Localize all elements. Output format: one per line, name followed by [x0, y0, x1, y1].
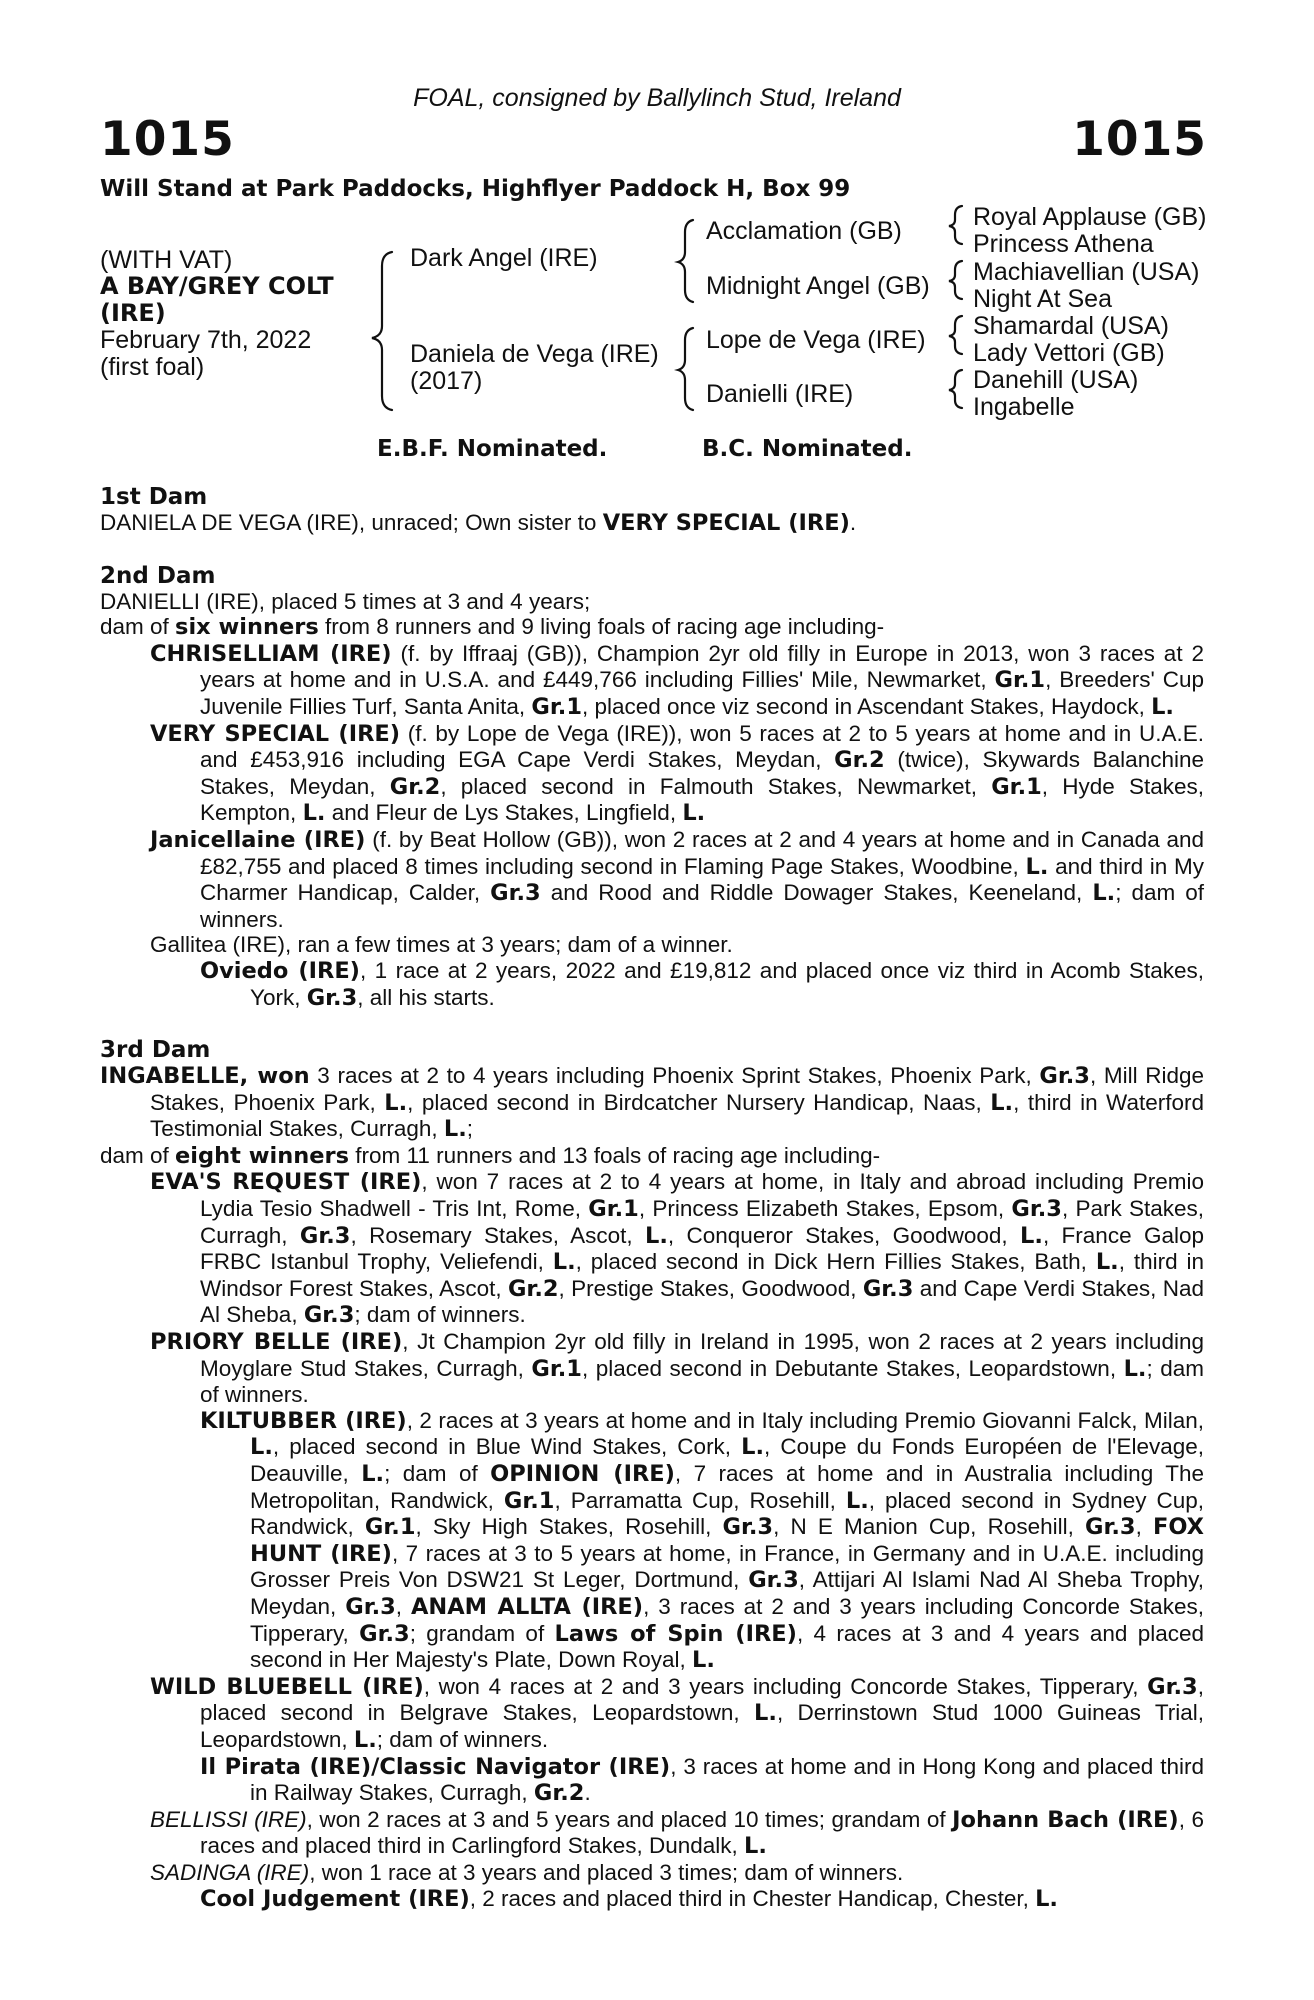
produce-entry: KILTUBBER (IRE), 2 races at 3 years at home and in Italy including Premio Giovanni Falck, Milan, L., placed second in Blue Wind Stakes, Cork, L., Coupe du Fonds Européen de l'Elevage, Deauville, L.; dam of OPINION (IRE), 7 races at home and in Australia including The Metropolitan, Randwick, Gr.1, Parramatta Cup, Rosehill, L., placed second in Sydney Cup, Randwick, Gr.1, Sky High Stakes, Rosehill, Gr.3, N E Manion Cup, Rosehill, Gr.3, FOX HUNT (IRE), 7 races at 3 to 5 years at home, in France, in Germany and in U.A.E. including Grosser Preis Von DSW21 St Leger, Dortmund, Gr.3, Attijari Al Islami Nad Al Sheba Trophy, Meydan, Gr.3, ANAM ALLTA (IRE), 3 races at 2 and 3 years including Concorde Stakes, Tipperary, Gr.3; grandam of Laws of Spin (IRE), 4 races at 3 and 4 years and placed second in Her Majesty's Plate, Down Royal, L.	[200, 1407, 1205, 1674]
location-line: Will Stand at Park Paddocks, Highflyer Paddock H, Box 99	[100, 176, 851, 202]
bc-nomination: B.C. Nominated.	[702, 436, 913, 462]
produce-entry: Janicellaine (IRE) (f. by Beat Hollow (GB)), won 2 races at 2 and 4 years at home and in Canada and £82,755 and placed 8 times including second in Flaming Page Stakes, Woodbine, L. and third in My Charmer Handicap, Calder, Gr.3 and Rood and Riddle Dowager Stakes, Keeneland, L.; dam of winners.	[150, 826, 1205, 932]
produce-entry: SADINGA (IRE), won 1 race at 3 years and placed 3 times; dam of winners.	[150, 1859, 904, 1885]
second-dam-produce-line: dam of six winners from 8 runners and 9 living foals of racing age including-	[100, 614, 885, 641]
horse-description: A BAY/GREY COLT	[100, 272, 334, 300]
produce-entry: PRIORY BELLE (IRE), Jt Champion 2yr old filly in Ireland in 1995, won 2 races at 2 years including Moyglare Stud Stakes, Curragh, Gr.1, placed second in Debutante Stakes, Leopardstown, L.; dam of winners.	[150, 1329, 1204, 1408]
produce-entry: Gallitea (IRE), ran a few times at 3 years; dam of a winner.	[150, 932, 733, 958]
sire-sire-name: Acclamation (GB)	[706, 217, 902, 245]
foaled-date: February 7th, 2022	[100, 326, 312, 354]
produce-entry: EVA'S REQUEST (IRE), won 7 races at 2 to 4 years at home, in Italy and abroad including Premio Lydia Tesio Shadwell - Tris Int, Rome, Gr.1, Princess Elizabeth Stakes, Epsom, Gr.3, Park Stakes, Curragh, Gr.3, Rosemary Stakes, Ascot, L., Conqueror Stakes, Goodwood, L., France Galop FRBC Istanbul Trophy, Veliefendi, L., placed second in Dick Hern Fillies Stakes, Bath, L., third in Windsor Forest Stakes, Ascot, Gr.2, Prestige Stakes, Goodwood, Gr.3 and Cape Verdi Stakes, Nad Al Sheba, Gr.3; dam of winners.	[150, 1169, 1205, 1329]
second-dam-line: DANIELLI (IRE), placed 5 times at 3 and 4 years;	[100, 588, 591, 614]
gen3-name: Lady Vettori (GB)	[973, 339, 1165, 367]
second-dam-heading: 2nd Dam	[100, 562, 216, 589]
vat-note: (WITH VAT)	[100, 246, 233, 274]
dam-name: Daniela de Vega (IRE)	[410, 340, 659, 368]
ebf-nomination: E.B.F. Nominated.	[377, 436, 608, 462]
pedigree-notes	[100, 484, 1204, 1912]
dam-dam-name: Danielli (IRE)	[706, 380, 854, 408]
horse-origin: (IRE)	[100, 299, 166, 327]
gen3-name: Royal Applause (GB)	[973, 203, 1207, 231]
produce-entry: WILD BLUEBELL (IRE), won 4 races at 2 and 3 years including Concorde Stakes, Tipperary, Gr.3, placed second in Belgrave Stakes, Leopardstown, L., Derrinstown Stud 1000 Guineas Trial, Leopardstown, L.; dam of winners.	[150, 1673, 1204, 1753]
gen3-name: Princess Athena	[973, 230, 1154, 258]
dam-year: (2017)	[410, 367, 483, 395]
produce-entry: CHRISELLIAM (IRE) (f. by Iffraaj (GB)), Champion 2yr old filly in Europe in 2013, won 3 races at 2 years at home and in U.S.A. and £449,766 including Fillies' Mile, Newmarket, Gr.1, Breeders' Cup Juvenile Fillies Turf, Santa Anita, Gr.1, placed once viz second in Ascendant Stakes, Haydock, L.	[150, 640, 1205, 720]
lot-number-left: 1015	[100, 112, 235, 167]
lot-number-right: 1015	[1072, 112, 1207, 167]
foal-note: (first foal)	[100, 353, 205, 381]
first-dam-heading: 1st Dam	[100, 484, 208, 510]
sire-name: Dark Angel (IRE)	[410, 244, 598, 272]
first-dam-entry: DANIELA DE VEGA (IRE), unraced; Own sister to VERY SPECIAL (IRE).	[100, 510, 857, 536]
produce-entry: VERY SPECIAL (IRE) (f. by Lope de Vega (IRE)), won 5 races at 2 to 5 years at home and in U.A.E. and £453,916 including EGA Cape Verdi Stakes, Meydan, Gr.2 (twice), Skywards Balanchine Stakes, Meydan, Gr.2, placed second in Falmouth Stakes, Newmarket, Gr.1, Hyde Stakes, Kempton, L. and Fleur de Lys Stakes, Lingfield, L.	[150, 720, 1205, 827]
gen3-name: Ingabelle	[973, 393, 1075, 421]
produce-entry: Cool Judgement (IRE), 2 races and placed third in Chester Handicap, Chester, L.	[200, 1885, 1058, 1912]
third-dam-produce-line: dam of eight winners from 11 runners and 13 foals of racing age including-	[100, 1142, 881, 1169]
produce-entry: Il Pirata (IRE)/Classic Navigator (IRE), 3 races at home and in Hong Kong and placed third in Railway Stakes, Curragh, Gr.2.	[200, 1753, 1204, 1807]
produce-entry: BELLISSI (IRE), won 2 races at 3 and 5 years and placed 10 times; grandam of Johann Bach (IRE), 6 races and placed third in Carlingford Stakes, Dundalk, L.	[150, 1806, 1204, 1860]
dam-sire-name: Lope de Vega (IRE)	[706, 326, 926, 354]
gen3-name: Danehill (USA)	[973, 366, 1139, 394]
third-dam-heading: 3rd Dam	[100, 1037, 211, 1064]
consignment-line: FOAL, consigned by Ballylinch Stud, Ireland	[413, 84, 901, 112]
produce-entry: Oviedo (IRE), 1 race at 2 years, 2022 and £19,812 and placed once viz third in Acomb Stakes, York, Gr.3, all his starts.	[200, 957, 1205, 1011]
gen3-name: Machiavellian (USA)	[973, 258, 1200, 286]
sire-dam-name: Midnight Angel (GB)	[706, 272, 930, 300]
third-dam-entry: INGABELLE, won 3 races at 2 to 4 years including Phoenix Sprint Stakes, Phoenix Park, Gr.3, Mill Ridge Stakes, Phoenix Park, L., placed second in Birdcatcher Nursery Handicap, Naas, L., third in Waterford Testimonial Stakes, Curragh, L.;	[100, 1063, 1204, 1143]
gen3-name: Shamardal (USA)	[973, 312, 1169, 340]
gen3-name: Night At Sea	[973, 285, 1112, 313]
